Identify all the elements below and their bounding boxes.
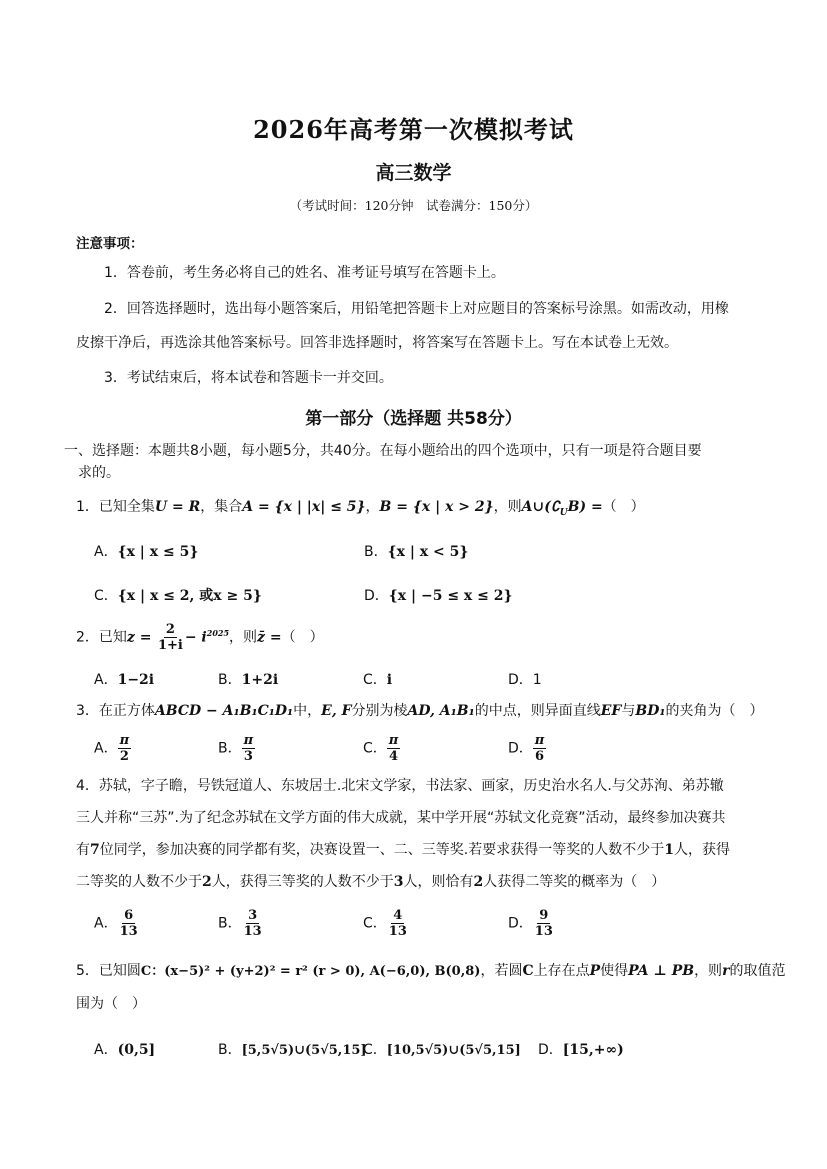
frac-num: 3 — [248, 908, 258, 923]
fraction — [242, 908, 264, 939]
option-c[interactable] — [363, 1039, 521, 1059]
option-c[interactable] — [363, 733, 400, 764]
q-line — [76, 834, 756, 866]
frac-den: 13 — [388, 924, 407, 939]
option-text: {x | x ≤ 2, 或x ≥ 5} — [117, 588, 262, 604]
note-text: 1．答卷前，考生务必将自己的姓名、准考证号填写在答题卡上。 — [104, 265, 505, 281]
q-text: 2．已知 — [76, 629, 127, 646]
math-expr: C：(x−5)² + (y+2)² = r² (r > 0), A(−6,0), B(0,8) — [140, 964, 481, 979]
q-text: ，则 — [694, 963, 723, 979]
option-label: B． — [218, 1042, 242, 1058]
frac-den: 13 — [243, 924, 262, 939]
q-text: 中， — [293, 703, 322, 719]
fraction — [118, 733, 132, 764]
option-label: B． — [218, 672, 242, 688]
option-text: {x | x < 5} — [387, 544, 469, 560]
option-c[interactable] — [363, 908, 409, 939]
math-number: 2 — [473, 874, 484, 890]
q-text: 与 — [621, 703, 636, 719]
fraction — [156, 622, 185, 653]
option-label: B． — [218, 740, 242, 757]
option-label: A． — [94, 672, 118, 688]
math-expr: z̄ = — [257, 629, 282, 646]
q-line: 三人并称“三苏”.为了纪念苏轼在文学方面的伟大成就，某中学开展“苏轼文化竞赛”活动，最终参加决赛共 — [76, 810, 726, 826]
option-a[interactable] — [94, 541, 198, 561]
option-text: [5,5√5)∪(5√5,15] — [241, 1043, 367, 1058]
math-expr: z = — [126, 629, 152, 646]
frac-den: 13 — [119, 924, 138, 939]
option-b[interactable] — [218, 908, 264, 939]
notes-heading: 注意事项： — [76, 236, 144, 252]
option-c[interactable] — [363, 669, 392, 689]
math-expr: B = {x | x > 2} — [379, 499, 494, 515]
q-text: 人，则恰有 — [403, 874, 474, 890]
option-d[interactable] — [508, 908, 555, 939]
option-text: {x | x ≤ 5} — [117, 544, 199, 560]
option-label: A． — [94, 1042, 118, 1058]
option-label: A． — [94, 740, 118, 757]
option-label: B． — [364, 544, 388, 560]
frac-num: 6 — [124, 908, 134, 923]
option-label: C． — [363, 915, 387, 932]
math-number: 7 — [90, 842, 100, 858]
question-3-stem — [76, 700, 764, 720]
note-text: 3．考试结束后，将本试卷和答题卡一并交回。 — [104, 370, 393, 386]
q-text: 1．已知全集 — [76, 499, 155, 515]
q-text: 使得 — [600, 963, 629, 979]
exam-info: （考试时间：120分钟 试卷满分：150分） — [289, 198, 538, 213]
math-expr: U = R — [154, 499, 201, 515]
q-text: （ ） — [602, 499, 645, 515]
option-label: D． — [508, 672, 533, 688]
math-number: 2 — [202, 874, 212, 890]
q-text: 5．已知圆 — [76, 963, 141, 979]
option-text: [15,+∞) — [562, 1042, 624, 1058]
option-label: C． — [363, 1042, 387, 1058]
math-expr: BD₁ — [635, 703, 666, 719]
math-expr: AD, A₁B₁ — [407, 703, 475, 719]
option-label: B． — [218, 915, 242, 932]
frac-num: 4 — [393, 908, 403, 923]
option-label: A． — [94, 915, 118, 932]
frac-den: 13 — [534, 924, 553, 939]
option-label: D． — [508, 915, 533, 932]
q-text: 上存在点 — [533, 963, 590, 979]
note-item — [76, 361, 752, 395]
fraction — [387, 733, 401, 764]
question-2-stem — [76, 622, 756, 653]
math-expr: C — [522, 963, 534, 979]
q-text: 有 — [76, 842, 90, 858]
intro-line: 一、选择题：本题共8小题，每小题5分，共40分。在每小题给出的四个选项中，只有一项是符合题目要 — [64, 443, 702, 459]
option-b[interactable] — [218, 1039, 367, 1059]
math-expr: E, F — [321, 703, 352, 719]
note-item — [76, 292, 752, 360]
fraction — [533, 733, 547, 764]
option-b[interactable] — [218, 733, 255, 764]
note-text: 皮擦干净后，再选涂其他答案标号。回答非选择题时，将答案写在答题卡上。写在本试卷上无效。 — [76, 335, 678, 351]
q-text: 3．在正方体 — [76, 703, 155, 719]
q-text: 人，获得三等奖的人数不少于 — [211, 874, 394, 890]
option-label: C． — [363, 672, 387, 688]
q-line — [76, 955, 786, 988]
option-label: A． — [94, 544, 118, 560]
frac-num: π — [243, 733, 254, 748]
math-expr: PA ⊥ PB — [628, 963, 695, 979]
option-label: C． — [363, 740, 387, 757]
option-text: i — [386, 672, 393, 688]
math-expr: ABCD − A₁B₁C₁D₁ — [154, 703, 294, 719]
frac-den: 6 — [535, 749, 545, 764]
option-a[interactable] — [94, 908, 140, 939]
frac-num: π — [119, 733, 130, 748]
question-5-stem — [76, 955, 786, 1020]
q-text: （ ） — [281, 629, 324, 646]
math-expr: r — [722, 963, 730, 979]
fraction — [533, 908, 555, 939]
option-label: C． — [94, 588, 118, 604]
q-line: 4．苏轼，字子瞻，号铁冠道人、东坡居士.北宋文学家，书法家、画家，历史治水名人.与父苏洵、弟苏辙 — [76, 778, 724, 794]
math-expr: A = {x | |x| ≤ 5} — [242, 499, 366, 515]
question-4-stem — [76, 770, 756, 898]
math-expr: A∪(∁ — [521, 499, 560, 515]
fraction — [242, 733, 256, 764]
option-text: 1−2i — [117, 672, 155, 688]
q-line — [76, 866, 756, 898]
frac-num: 2 — [165, 622, 175, 637]
q-text: 人，获得 — [673, 842, 730, 858]
option-d[interactable] — [508, 669, 542, 689]
section-intro — [64, 440, 760, 484]
math-number: 1 — [664, 842, 674, 858]
frac-den: 2 — [119, 749, 129, 764]
question-1-stem — [76, 496, 756, 518]
frac-num: π — [534, 733, 545, 748]
exam-title: 2026年高考第一次模拟考试 — [253, 115, 574, 144]
option-label: D． — [508, 740, 533, 757]
option-d[interactable] — [508, 733, 546, 764]
math-expr: EF — [600, 703, 622, 719]
math-number: 3 — [393, 874, 404, 890]
option-a[interactable] — [94, 733, 131, 764]
q-text: 的夹角为（ ） — [665, 703, 764, 719]
option-text: 1+2i — [241, 672, 279, 688]
q-text: ，则 — [229, 629, 258, 646]
fraction — [387, 908, 409, 939]
q-text: 的取值范 — [729, 963, 786, 979]
frac-den: 1+i — [157, 638, 183, 653]
option-text: (0,5] — [117, 1042, 156, 1058]
intro-line: 求的。 — [78, 465, 120, 481]
option-text: [10,5√5)∪(5√5,15] — [386, 1043, 521, 1058]
option-c[interactable] — [94, 585, 262, 605]
frac-num: 9 — [539, 908, 549, 923]
math-expr: P — [589, 963, 601, 979]
option-b[interactable] — [364, 541, 468, 561]
frac-num: π — [388, 733, 399, 748]
note-item — [76, 256, 752, 290]
q-text: 二等奖的人数不少于 — [76, 874, 202, 890]
frac-den: 3 — [243, 749, 253, 764]
frac-den: 4 — [389, 749, 399, 764]
option-label: D． — [364, 588, 389, 604]
q-text: 分别为棱 — [351, 703, 408, 719]
math-exponent: 2025 — [206, 627, 230, 638]
option-d[interactable] — [364, 585, 513, 605]
option-a[interactable] — [94, 669, 154, 689]
math-expr: − i — [184, 629, 207, 646]
q-text: ，则 — [493, 499, 522, 515]
note-text: 2．回答选择题时，选出每小题答案后，用铅笔把答题卡上对应题目的答案标号涂黑。如需改动，用橡 — [104, 301, 729, 317]
q-text: ，集合 — [200, 499, 243, 515]
part-title: 第一部分（选择题 共58分） — [305, 409, 522, 429]
exam-subject: 高三数学 — [375, 162, 452, 184]
option-d[interactable] — [538, 1039, 624, 1059]
option-b[interactable] — [218, 669, 278, 689]
q-text: ， — [365, 499, 380, 515]
option-text: 1 — [532, 672, 542, 688]
q-text: 的中点，则异面直线 — [474, 703, 601, 719]
option-text: {x | −5 ≤ x ≤ 2} — [388, 588, 513, 604]
math-expr: B) = — [567, 499, 603, 515]
q-line: 围为（ ） — [76, 996, 146, 1012]
q-text: 位同学，参加决赛的同学都有奖，决赛设置一、二、三等奖.若要求获得一等奖的人数不少于 — [99, 842, 665, 858]
option-label: D． — [538, 1042, 563, 1058]
math-sub: U — [559, 507, 568, 518]
option-a[interactable] — [94, 1039, 155, 1059]
fraction — [118, 908, 140, 939]
q-text: 人获得二等奖的概率为（ ） — [483, 874, 666, 890]
q-text: ，若圆 — [480, 963, 523, 979]
